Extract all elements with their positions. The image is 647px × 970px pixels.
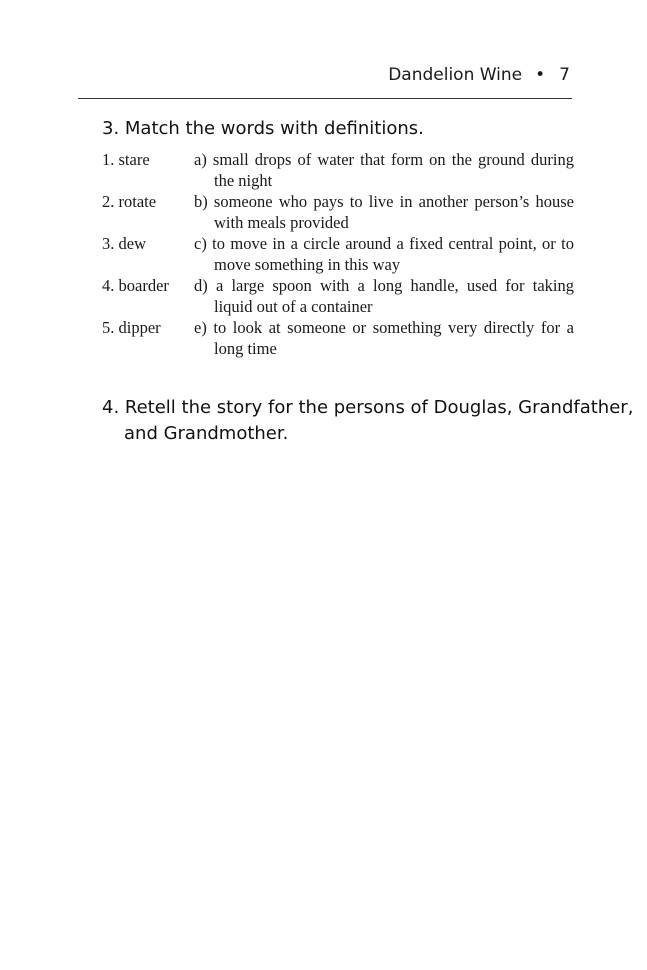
definition-a: a) small drops of water that form on the ground during the night: [194, 150, 574, 190]
word-5: 5. dipper: [102, 318, 161, 337]
match-row: [102, 234, 574, 275]
match-row: [102, 150, 574, 191]
task-3-heading: 3. Match the words with definitions.: [102, 118, 424, 139]
header-text: [388, 65, 570, 85]
task-4-line-2: and Grandmother.: [124, 423, 289, 444]
task-4-heading: [102, 395, 633, 447]
book-title: Dandelion Wine: [388, 65, 523, 85]
word-1: 1. stare: [102, 150, 150, 169]
running-header: [78, 62, 572, 99]
word-2: 2. rotate: [102, 192, 157, 211]
match-row: [102, 318, 574, 359]
definition-d: d) a large spoon with a long handle, used for taking liquid out of a container: [194, 276, 574, 316]
match-row: [102, 192, 574, 233]
definition-c: c) to move in a circle around a fixed central point, or to move something in this way: [194, 234, 574, 274]
task-4-line-1: 4. Retell the story for the persons of Douglas, Grandfather,: [102, 397, 634, 418]
word-3: 3. dew: [102, 234, 146, 253]
word-4: 4. boarder: [102, 276, 169, 295]
definition-b: b) someone who pays to live in another person’s house with meals provided: [194, 192, 574, 232]
definition-e: e) to look at someone or something very directly for a long time: [194, 318, 574, 358]
header-bullet: •: [535, 65, 546, 85]
match-row: [102, 276, 574, 317]
page-number: 7: [559, 65, 570, 85]
match-list: [102, 150, 574, 360]
